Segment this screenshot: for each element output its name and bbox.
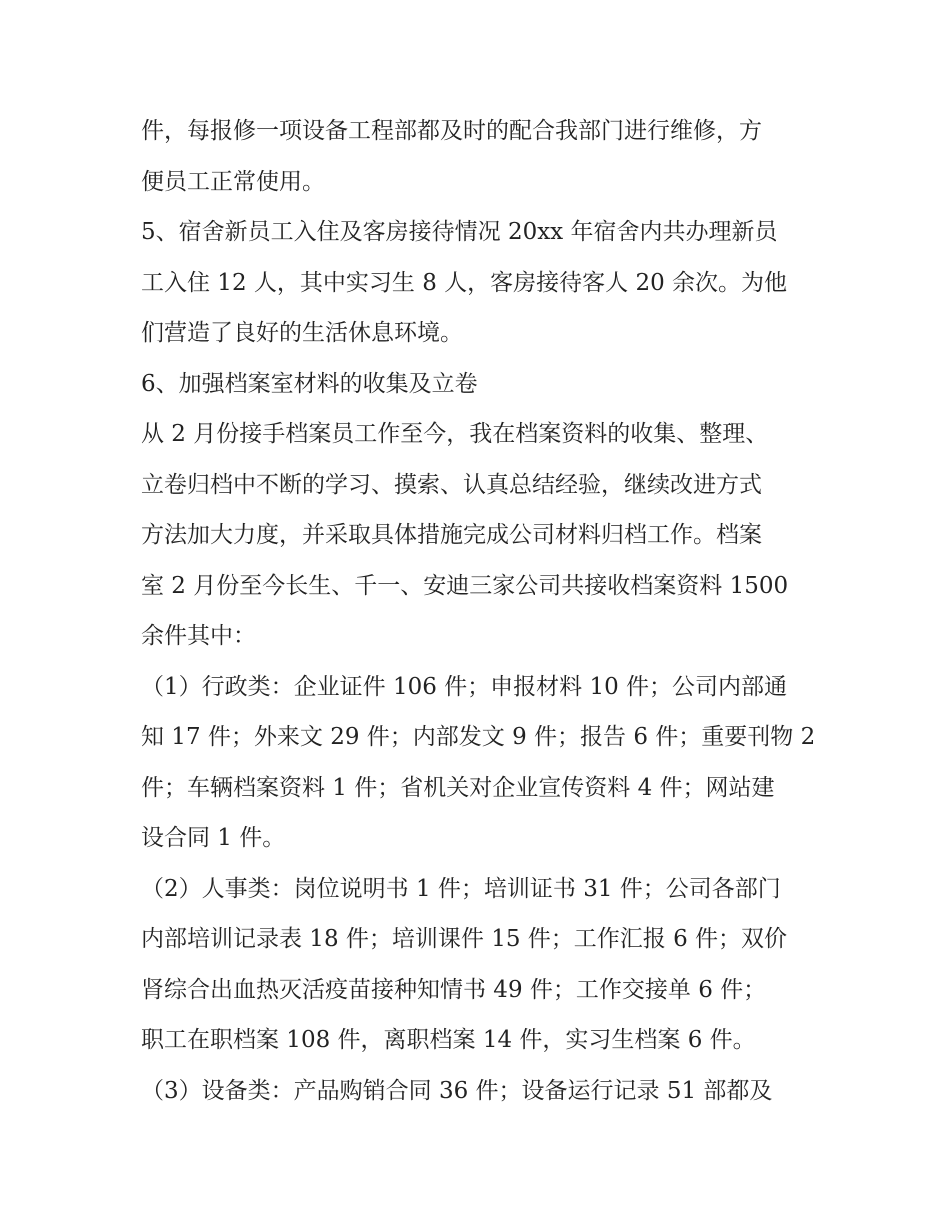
text-line: 工入住 12 人，其中实习生 8 人，客房接待客人 20 余次。为他 (141, 269, 788, 296)
list-item-administrative: （1）行政类：企业证件 106 件；申报材料 10 件；公司内部通 (141, 673, 788, 700)
text-line: 室 2 月份至今长生、千一、安迪三家公司共接收档案资料 1500 (141, 572, 789, 599)
text-line: 知 17 件；外来文 29 件；内部发文 9 件；报告 6 件；重要刊物 2 (141, 724, 816, 750)
text-line: 余件其中： (141, 623, 256, 649)
text-line: 件，每报修一项设备工程部都及时的配合我部门进行维修，方 (141, 118, 762, 144)
text-line: 5、宿舍新员工入住及客房接待情况 20xx 年宿舍内共办理新员 (141, 219, 778, 245)
list-item-equipment: （3）设备类：产品购销合同 36 件；设备运行记录 51 部都及 (141, 1077, 773, 1104)
text-line: 件；车辆档案资料 1 件；省机关对企业宣传资料 4 件；网站建 (141, 774, 775, 801)
text-line: 设合同 1 件。 (141, 825, 286, 851)
text-line: 立卷归档中不断的学习、摸索、认真总结经验，继续改进方式 (141, 471, 762, 498)
text-line: 肾综合出血热灭活疫苗接种知情书 49 件；工作交接单 6 件； (141, 976, 767, 1003)
text-line: 们营造了良好的生活休息环境。 (141, 320, 463, 346)
document-body (141, 106, 821, 1116)
text-line: 从 2 月份接手档案员工作至今，我在档案资料的收集、整理、 (141, 421, 769, 447)
text-line: 方法加大力度，并采取具体措施完成公司材料归档工作。档案 (141, 522, 762, 548)
section-heading-6: 6、加强档案室材料的收集及立卷 (141, 370, 478, 397)
list-item-personnel: （2）人事类：岗位说明书 1 件；培训证书 31 件；公司各部门 (141, 875, 781, 902)
text-line: 职工在职档案 108 件，离职档案 14 件，实习生档案 6 件。 (141, 1027, 756, 1053)
text-line: 内部培训记录表 18 件；培训课件 15 件；工作汇报 6 件；双价 (141, 926, 788, 952)
text-line: 便员工正常使用。 (141, 168, 325, 195)
